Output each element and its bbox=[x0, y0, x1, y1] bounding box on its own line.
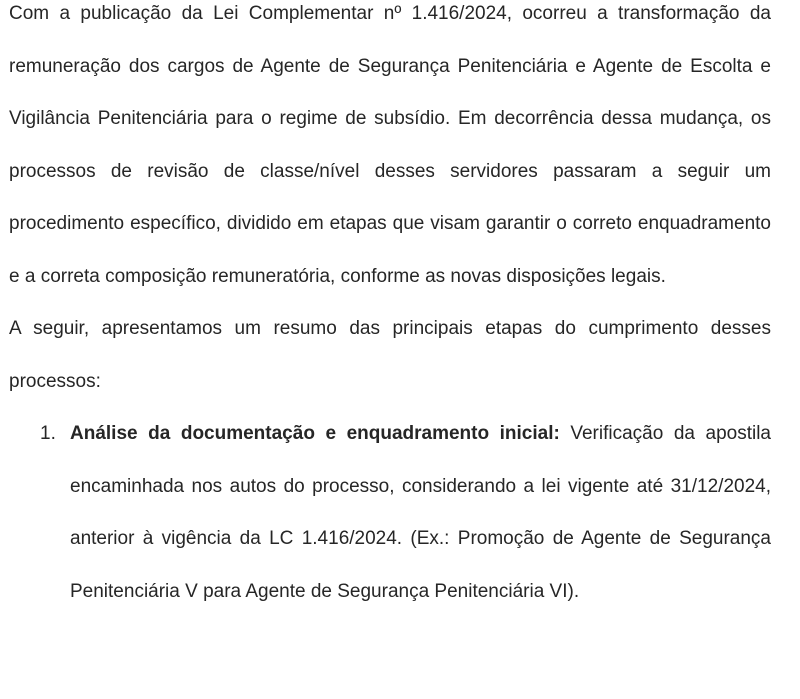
list-item-title: Análise da documentação e enquadramento inicial: bbox=[70, 423, 560, 444]
list-item-text: Verificação da apostila encaminhada nos autos do processo, considerando a lei vigente até 31/12/2024, anterior à vigência da LC 1.416/2024. (Ex.: Promoção de Agente de Segurança Penitenciária V para Agente de Segurança Penitenciária VI). bbox=[70, 423, 771, 602]
document-page bbox=[9, 0, 771, 618]
list-item-number: 1. bbox=[40, 423, 56, 444]
steps-list bbox=[9, 408, 771, 618]
intro-paragraph: Com a publicação da Lei Complementar nº 1.416/2024, ocorreu a transformação da remuneração dos cargos de Agente de Segurança Penitenciária e Agente de Escolta e Vigilância Penitenciária para o regime de subsídio. Em decorrência dessa mudança, os processos de revisão de classe/nível desses servidores passaram a seguir um procedimento específico, dividido em etapas que visam garantir o correto enquadramento e a correta composição remuneratória, conforme as novas disposições legais. bbox=[9, 3, 771, 287]
list-item bbox=[9, 408, 771, 618]
summary-paragraph: A seguir, apresentamos um resumo das principais etapas do cumprimento desses processos: bbox=[9, 318, 771, 392]
